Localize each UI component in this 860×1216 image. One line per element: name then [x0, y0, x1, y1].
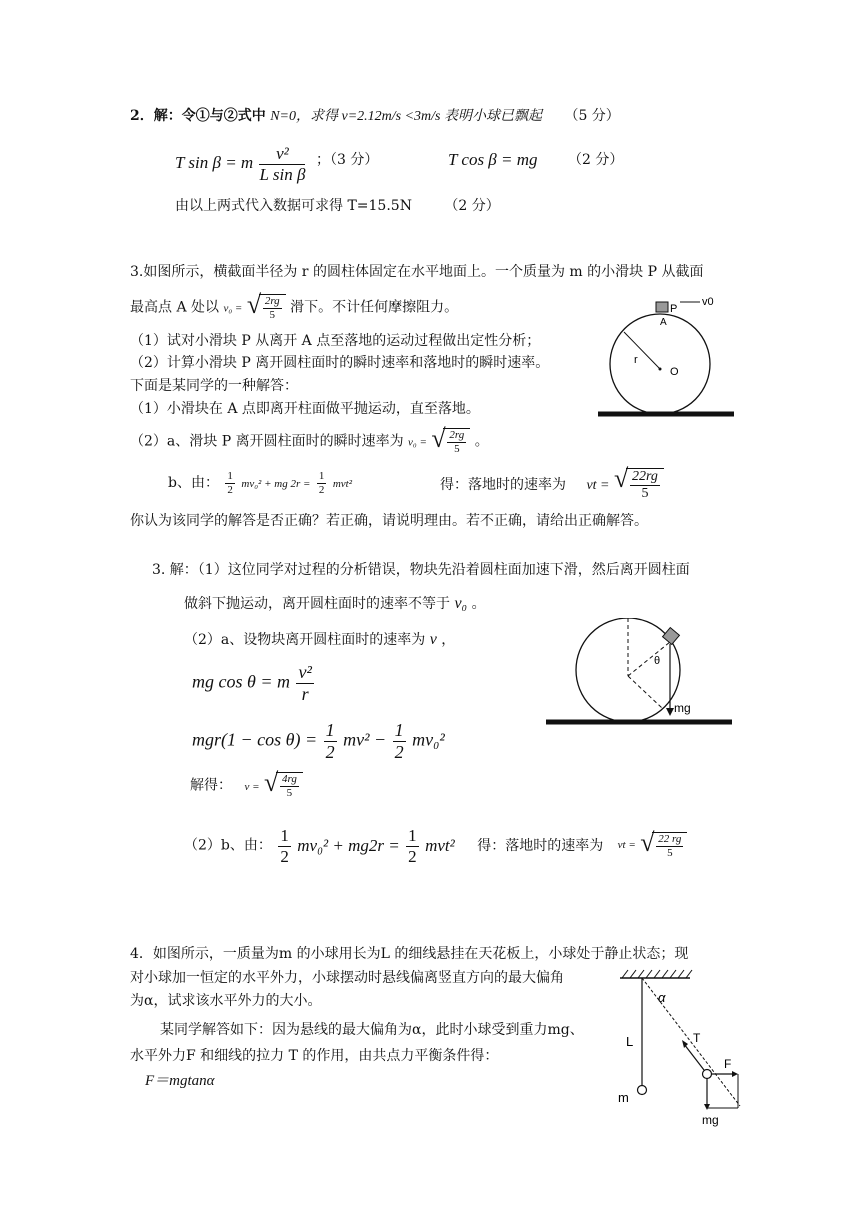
s3-eq1: mg cos θ = m $\frac{\text{v²}}{r}$	[192, 662, 312, 704]
p2-result: 由以上两式代入数据可求得 T=15.5N	[175, 198, 412, 214]
s3-solve: 解得： v = √ $\frac{4rg}{5}$	[190, 772, 303, 799]
component-dashed	[628, 676, 662, 708]
gravity-arrowhead	[704, 1104, 710, 1110]
radius-line	[624, 332, 660, 369]
s3-line1: 3. 解：（1）这位同学对过程的分析错误，物块先沿着圆柱面加速下滑，然后离开圆柱面	[152, 562, 690, 578]
q3-line1: 3.如图所示，横截面半径为 r 的圆柱体固定在水平地面上。一个质量为 m 的小滑块 P 从截面	[130, 264, 704, 280]
q3-intro: 下面是某同学的一种解答：	[130, 378, 298, 394]
mg-arrowhead	[666, 708, 674, 716]
q3-ask: 你认为该同学的解答是否正确？若正确，请说明理由。若不正确，请给出正确解答。	[130, 513, 648, 529]
label-l: L	[626, 1034, 634, 1049]
tension-arrow	[684, 1044, 704, 1070]
p2-header	[130, 108, 620, 126]
q3-b-result: 得：落地时的速率为 vt = √ $\frac{22rg}{5}$	[440, 468, 664, 502]
p2-eq1-score: ；（3 分）	[316, 152, 379, 168]
label-t: T	[693, 1031, 701, 1045]
label-m: m	[618, 1090, 629, 1105]
ball-deflected	[703, 1070, 712, 1079]
cylinder-circle	[610, 314, 710, 414]
q3-a1: （1）小滑块在 A 点即离开柱面做平抛运动，直至落地。	[130, 401, 480, 417]
tension-arrowhead	[682, 1040, 688, 1048]
cylinder-figure	[598, 292, 738, 418]
label-a: A	[660, 317, 667, 328]
radius-dashed	[628, 642, 670, 676]
label-o: O	[670, 366, 679, 378]
label-p: P	[670, 303, 678, 315]
center-dot	[659, 368, 662, 371]
p2-score1: （5 分）	[564, 108, 620, 124]
label-alpha: α	[658, 990, 666, 1005]
pendulum-figure	[600, 968, 760, 1130]
label-f: F	[724, 1057, 732, 1071]
p2-head: 2．解：令①与②式中	[130, 108, 266, 124]
label-theta: θ	[654, 655, 661, 667]
s3-a: （2）a、设物块离开圆柱面时的速率为 v ，	[184, 631, 456, 648]
s3-b: （2）b、由： $\frac{1}{2}$ mv₀² + mg2r = $\frac{1}{2}$ mvt² 得：落地时的速率为 vt = √ $\frac{22 rg}{5}$	[184, 826, 687, 866]
deflected-string	[642, 978, 740, 1106]
force-arrowhead	[732, 1071, 738, 1077]
block2	[663, 628, 680, 645]
q4-line4: 某同学解答如下：因为悬线的最大偏角为α，此时小球受到重力mg、	[160, 1022, 584, 1038]
q3-a2: （2）a、滑块 P 离开圆柱面时的瞬时速率为 v₀ = √ $\frac{2rg}{5}$ 。	[130, 424, 489, 455]
label-r: r	[634, 354, 638, 366]
s3-line2: 做斜下抛运动，离开圆柱面时的速率不等于 v₀ 。	[184, 595, 486, 612]
q4-line2: 对小球加一恒定的水平外力，小球摆动时悬线偏离竖直方向的最大偏角	[130, 970, 564, 986]
ceiling-hatch	[622, 970, 692, 978]
p2-condition: N=0，求得 v=2.12m/s <3m/s 表明小球已飘起	[270, 109, 542, 124]
q3-line2: 最高点 A 处以 v₀ = √ $\frac{2rg}{5}$ 滑下。不计任何摩擦阻力。	[130, 290, 459, 321]
p2-result-row	[175, 198, 500, 215]
q3-b: b、由： $\frac{1}{2}$ mv₀² + mg 2r = $\frac{1}{2}$ mvt²	[168, 470, 352, 496]
cylinder-theta-figure	[546, 618, 736, 728]
label-mg: mg	[674, 701, 691, 715]
q4-line6: F＝mgtanα	[145, 1073, 215, 1089]
q4-line5: 水平外力F 和细线的拉力 T 的作用，由共点力平衡条件得：	[130, 1048, 499, 1064]
slider-block	[656, 302, 668, 312]
p2-result-score: （2 分）	[444, 198, 500, 214]
ball-rest	[638, 1086, 647, 1095]
p2-eq2: T cos β = mg	[448, 150, 538, 169]
q3-q2: （2）计算小滑块 P 离开圆柱面时的瞬时速率和落地时的瞬时速率。	[130, 355, 550, 371]
label-mg2: mg	[702, 1113, 719, 1127]
p2-eq2-score: （2 分）	[568, 152, 624, 168]
q4-line3: 为α，试求该水平外力的大小。	[130, 993, 322, 1009]
label-v0: v0	[702, 296, 714, 308]
s3-eq2: mgr(1 − cos θ) = $\frac{1}{2}$ mv² − $\frac{1}{2}$ mv₀²	[192, 720, 445, 762]
p2-eq1: T sin β = m $\frac{\text{v²}}{\text{L sin β}}$	[175, 144, 306, 184]
q3-q1: （1）试对小滑块 P 从离开 A 点至落地的运动过程做出定性分析；	[130, 333, 541, 349]
q4-line1: 4．如图所示，一质量为m 的小球用长为L 的细线悬挂在天花板上，小球处于静止状态；现	[130, 946, 689, 962]
